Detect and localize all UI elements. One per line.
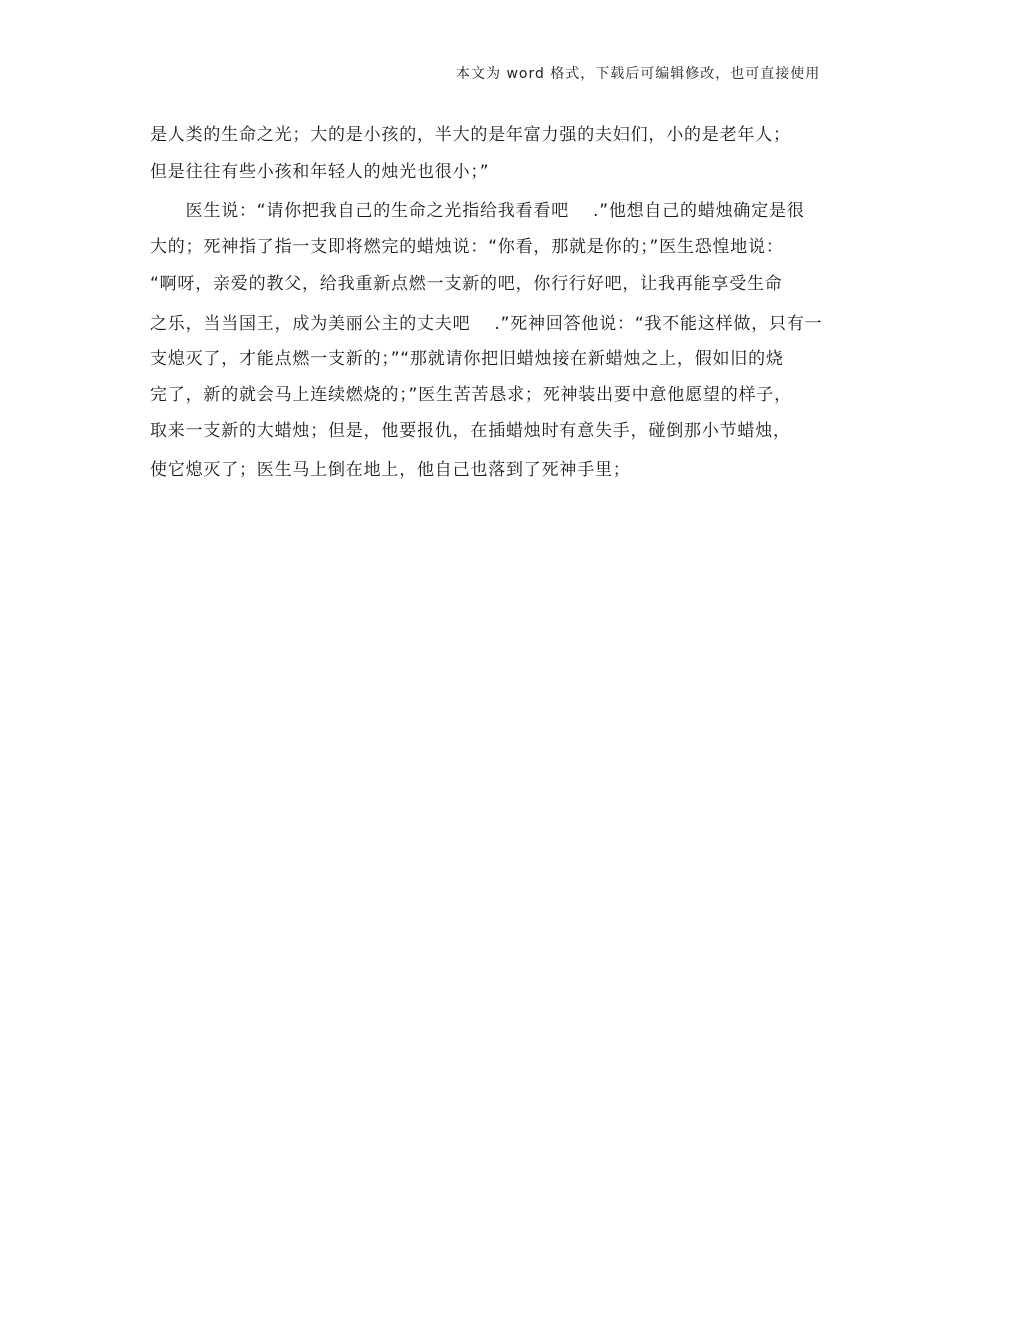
body-line-1: 是人类的生命之光；大的是小孩的，半大的是年富力强的夫妇们，小的是老年人； <box>150 125 791 145</box>
body-line-10: 使它熄灭了；医生马上倒在地上，他自己也落到了死神手里； <box>150 460 631 480</box>
body-line-3: 医生说：“请你把我自己的生命之光指给我看看吧 .”他想自己的蜡烛确定是很 <box>150 201 805 221</box>
body-line-5: “啊呀，亲爱的教父，给我重新点燃一支新的吧，你行行好吧，让我再能享受生命 <box>150 274 783 294</box>
body-line-9: 取来一支新的大蜡烛；但是，他要报仇，在插蜡烛时有意失手，碰倒那小节蜡烛， <box>150 421 791 441</box>
body-line-4: 大的；死神指了指一支即将燃完的蜡烛说：“你看，那就是你的；”医生恐惶地说： <box>150 237 784 257</box>
body-line-2: 但是往往有些小孩和年轻人的烛光也很小；” <box>150 162 490 182</box>
header-note: 本文为 word 格式，下载后可编辑修改，也可直接使用 <box>456 66 821 82</box>
body-line-7: 支熄灭了，才能点燃一支新的；”“那就请你把旧蜡烛接在新蜡烛之上，假如旧的烧 <box>150 349 784 369</box>
body-line-6: 之乐，当当国王，成为美丽公主的丈夫吧 .”死神回答他说：“我不能这样做，只有一 <box>150 314 823 334</box>
body-line-8: 完了，新的就会马上连续燃烧的；”医生苦苦恳求；死神装出要中意他愿望的样子， <box>150 385 792 405</box>
